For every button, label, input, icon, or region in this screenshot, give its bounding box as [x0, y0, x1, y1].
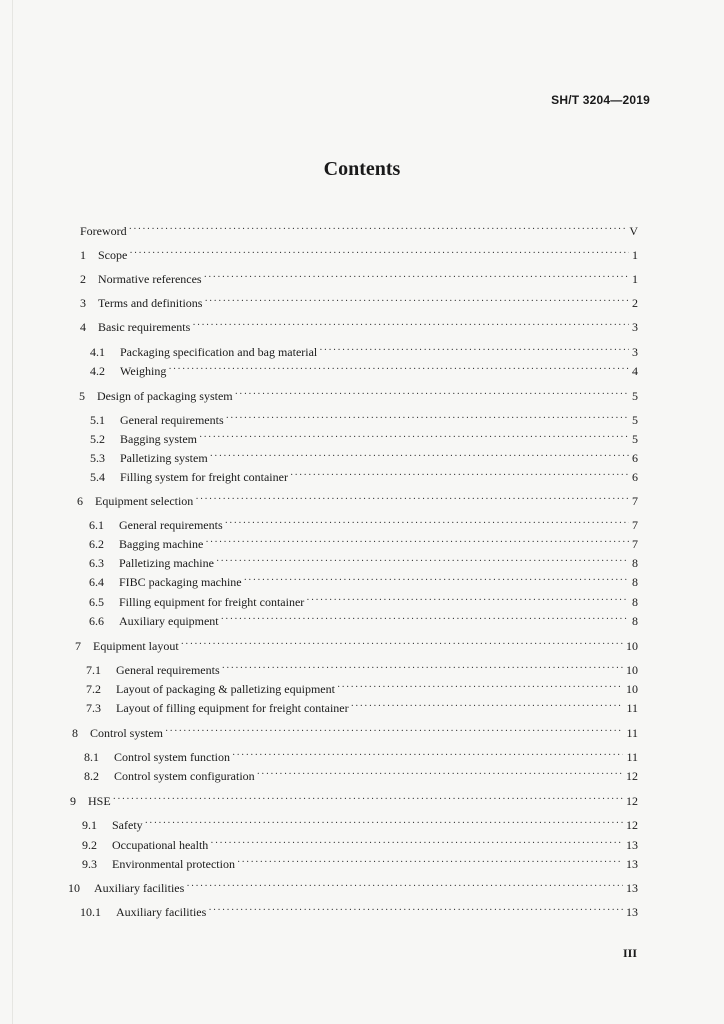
- toc-entry: [90, 432, 638, 446]
- toc-leader-dots: [210, 838, 623, 850]
- toc-leader-dots: [337, 682, 623, 694]
- toc-leader-dots: [216, 556, 629, 568]
- toc-entry-number: 9.1: [82, 818, 97, 832]
- toc-entry-page: 5: [632, 389, 638, 403]
- toc-entry-title: Control system configuration: [114, 769, 255, 783]
- toc-entry: [86, 701, 638, 715]
- toc-entry-number: 4: [80, 320, 86, 334]
- toc-entry-number: 7: [75, 639, 81, 653]
- toc-entry-title: HSE: [88, 794, 111, 808]
- toc-leader-dots: [129, 224, 627, 236]
- toc-leader-dots: [319, 345, 629, 357]
- toc-entry-title: Filling system for freight container: [120, 470, 288, 484]
- toc-entry: [82, 857, 638, 871]
- scan-edge: [12, 0, 13, 1024]
- toc-entry-number: 2: [80, 272, 86, 286]
- toc-entry: [89, 518, 638, 532]
- toc-entry-page: 3: [632, 345, 638, 359]
- toc-entry-title: Layout of packaging & palletizing equipment: [116, 682, 335, 696]
- toc-entry: [77, 494, 638, 508]
- toc-entry-number: 7.1: [86, 663, 101, 677]
- toc-entry-number: 5.2: [90, 432, 105, 446]
- toc-entry-page: V: [629, 224, 638, 238]
- toc-entry-title: Bagging system: [120, 432, 197, 446]
- toc-entry-page: 8: [632, 575, 638, 589]
- toc-leader-dots: [208, 905, 623, 917]
- toc-entry-number: 6.1: [89, 518, 104, 532]
- toc-entry-title: Control system function: [114, 750, 230, 764]
- toc-entry: [72, 726, 638, 740]
- toc-entry-number: 5.3: [90, 451, 105, 465]
- toc-entry-page: 12: [626, 818, 638, 832]
- toc-entry: [89, 556, 638, 570]
- toc-leader-dots: [226, 413, 629, 425]
- toc-entry: [79, 389, 638, 403]
- toc-entry-page: 4: [632, 364, 638, 378]
- toc-entry-title: Control system: [90, 726, 164, 740]
- toc-leader-dots: [222, 663, 623, 675]
- toc-entry-page: 11: [626, 701, 638, 715]
- toc-entry: [82, 818, 638, 832]
- toc-entry-number: 6.3: [89, 556, 104, 570]
- toc-entry-title: Palletizing system: [120, 451, 208, 465]
- toc-entry: [84, 769, 638, 783]
- toc-entry-page: 6: [632, 470, 638, 484]
- toc-entry-page: 10: [626, 663, 638, 677]
- toc-entry-title: Auxiliary facilities: [94, 881, 185, 895]
- toc-entry-page: 5: [632, 432, 638, 446]
- toc-entry-page: 13: [626, 881, 638, 895]
- toc-entry-number: 6.5: [89, 595, 104, 609]
- toc-entry-title: Foreword: [80, 224, 127, 238]
- toc-leader-dots: [306, 595, 629, 607]
- toc-entry-number: 6: [77, 494, 83, 508]
- toc-entry-title: Normative references: [98, 272, 202, 286]
- toc-entry-title: Palletizing machine: [119, 556, 214, 570]
- toc-entry-title: Safety: [112, 818, 143, 832]
- toc-entry-page: 13: [626, 838, 638, 852]
- toc-entry-page: 8: [632, 556, 638, 570]
- toc-leader-dots: [225, 518, 629, 530]
- toc-leader-dots: [186, 881, 623, 893]
- toc-entry: [90, 345, 638, 359]
- toc-leader-dots: [232, 750, 623, 762]
- toc-entry-number: 6.6: [89, 614, 104, 628]
- toc-entry-number: 8.2: [84, 769, 99, 783]
- toc-entry-page: 3: [632, 320, 638, 334]
- toc-entry-number: 4.2: [90, 364, 105, 378]
- toc-leader-dots: [290, 470, 629, 482]
- toc-leader-dots: [168, 364, 629, 376]
- toc-entry-number: 6.2: [89, 537, 104, 551]
- toc-entry-title: Filling equipment for freight container: [119, 595, 305, 609]
- toc-entry: [89, 595, 638, 609]
- toc-entry-page: 8: [632, 595, 638, 609]
- toc-entry-title: General requirements: [116, 663, 220, 677]
- toc-entry-title: Auxiliary facilities: [116, 905, 207, 919]
- toc-entry: [82, 838, 638, 852]
- toc-leader-dots: [244, 575, 629, 587]
- toc-entry: [70, 794, 638, 808]
- toc-entry-number: 9.3: [82, 857, 97, 871]
- page-title: Contents: [323, 158, 401, 180]
- toc-entry-title: Design of packaging system: [97, 389, 233, 403]
- toc-leader-dots: [145, 818, 623, 830]
- toc-entry-title: Basic requirements: [98, 320, 191, 334]
- toc-entry: [90, 451, 638, 465]
- toc-leader-dots: [257, 769, 623, 781]
- toc-entry-page: 7: [632, 494, 638, 508]
- toc-leader-dots: [210, 451, 629, 463]
- toc-entry-title: Equipment selection: [95, 494, 194, 508]
- toc-entry-page: 11: [626, 726, 638, 740]
- toc-entry-number: 10.1: [80, 905, 101, 919]
- toc-entry-title: Equipment layout: [93, 639, 179, 653]
- toc-entry-page: 13: [626, 857, 638, 871]
- toc-entry-page: 5: [632, 413, 638, 427]
- toc-entry-title: Weighing: [120, 364, 167, 378]
- toc-entry-page: 1: [632, 248, 638, 262]
- toc-entry-number: 3: [80, 296, 86, 310]
- toc-entry: [80, 296, 638, 310]
- toc-entry: [80, 248, 638, 262]
- toc-entry: [86, 682, 638, 696]
- toc-entry-number: 10: [68, 881, 80, 895]
- toc-entry-page: 11: [626, 750, 638, 764]
- toc-entry-number: 5: [79, 389, 85, 403]
- toc-entry: [86, 663, 638, 677]
- toc-leader-dots: [235, 389, 629, 401]
- toc-leader-dots: [204, 272, 629, 284]
- toc-entry-title: Environmental protection: [112, 857, 235, 871]
- toc-entry-number: 5.1: [90, 413, 105, 427]
- toc-entry: [89, 575, 638, 589]
- toc-entry-page: 2: [632, 296, 638, 310]
- toc-entry: [80, 320, 638, 334]
- toc-leader-dots: [204, 296, 629, 308]
- toc-entry-title: Bagging machine: [119, 537, 204, 551]
- toc-entry-title: General requirements: [119, 518, 223, 532]
- toc-entry-number: 1: [80, 248, 86, 262]
- toc-entry-page: 12: [626, 769, 638, 783]
- toc-entry-number: 8: [72, 726, 78, 740]
- toc-entry: [80, 272, 638, 286]
- toc-entry-title: Terms and definitions: [98, 296, 203, 310]
- toc-entry-title: Layout of filling equipment for freight container: [116, 701, 349, 715]
- toc-entry-page: 13: [626, 905, 638, 919]
- toc-entry-title: General requirements: [120, 413, 224, 427]
- toc-entry: [90, 470, 638, 484]
- toc-entry-page: 7: [632, 537, 638, 551]
- toc-leader-dots: [237, 857, 623, 869]
- toc-entry: [80, 224, 638, 238]
- toc-entry-title: Auxiliary equipment: [119, 614, 219, 628]
- toc-entry-page: 12: [626, 794, 638, 808]
- toc-leader-dots: [181, 639, 623, 651]
- toc-leader-dots: [129, 248, 629, 260]
- toc-entry-page: 10: [626, 682, 638, 696]
- toc-entry: [84, 750, 638, 764]
- toc-entry-number: 9: [70, 794, 76, 808]
- toc-entry-number: 8.1: [84, 750, 99, 764]
- toc-leader-dots: [205, 537, 629, 549]
- toc-leader-dots: [221, 614, 629, 626]
- toc-leader-dots: [165, 726, 623, 738]
- toc-leader-dots: [195, 494, 629, 506]
- toc-entry: [68, 881, 638, 895]
- toc-leader-dots: [192, 320, 629, 332]
- toc-entry-page: 6: [632, 451, 638, 465]
- toc-entry: [75, 639, 638, 653]
- toc-entry: [80, 905, 638, 919]
- toc-entry-number: 6.4: [89, 575, 104, 589]
- toc-entry-title: Packaging specification and bag material: [120, 345, 318, 359]
- toc-entry-title: Occupational health: [112, 838, 209, 852]
- toc-entry-page: 10: [626, 639, 638, 653]
- toc-entry-page: 1: [632, 272, 638, 286]
- toc-leader-dots: [113, 794, 623, 806]
- toc-entry-title: FIBC packaging machine: [119, 575, 242, 589]
- toc-entry: [90, 413, 638, 427]
- toc-entry-page: 7: [632, 518, 638, 532]
- toc-entry-page: 8: [632, 614, 638, 628]
- toc-entry-number: 9.2: [82, 838, 97, 852]
- toc-entry: [89, 614, 638, 628]
- page-number: III: [622, 946, 637, 960]
- toc-entry-number: 7.3: [86, 701, 101, 715]
- toc-entry-number: 4.1: [90, 345, 105, 359]
- document-id: SH/T 3204—2019: [551, 93, 650, 107]
- toc-entry: [90, 364, 638, 378]
- toc-entry-title: Scope: [98, 248, 128, 262]
- toc-leader-dots: [351, 701, 624, 713]
- toc-entry: [89, 537, 638, 551]
- toc-entry-number: 5.4: [90, 470, 105, 484]
- toc-leader-dots: [199, 432, 629, 444]
- toc-entry-number: 7.2: [86, 682, 101, 696]
